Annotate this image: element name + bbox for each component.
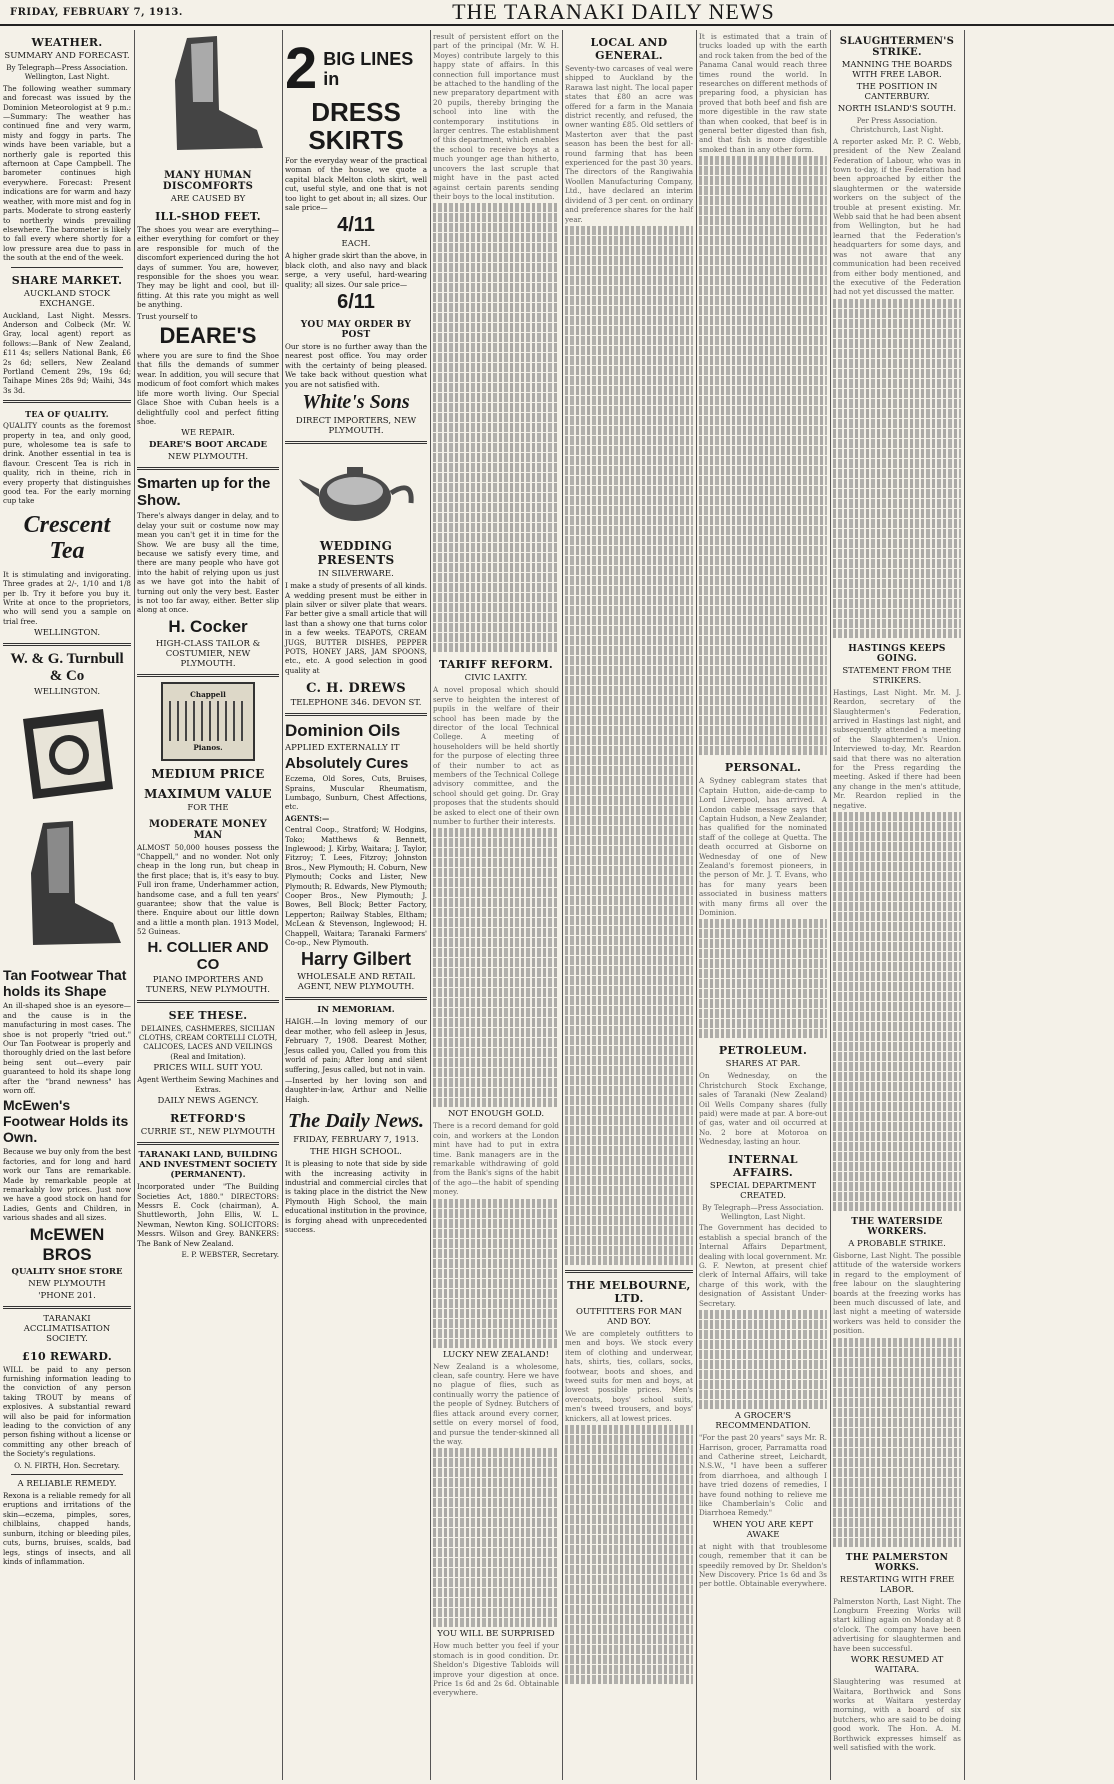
mcewen-footwear-text: Because we buy only from the best factories, and for long and hard work our Tans are remarkable. Made by remarkable people at remarkably low prices. Just now we have a good stock on hand for Ladies, Gents and Children, in various shades and all sizes.: [3, 1147, 131, 1223]
divider: [137, 1000, 279, 1003]
divider: [285, 713, 427, 716]
crescent-tea-city: WELLINGTON.: [33, 628, 101, 639]
divider: [11, 267, 123, 268]
cures-text: Eczema, Old Sores, Cuts, Bruises, Sprains, Muscular Rheumatism, Lumbago, Sunburn, Chest Affections, etc.: [285, 774, 427, 812]
wertheim-agent: Agent Wertheim Sewing Machines and Extras.: [137, 1075, 279, 1094]
internal-affairs-heading: INTERNAL AFFAIRS.: [728, 1152, 798, 1179]
text-block: [433, 1448, 559, 1627]
lucky-nz-text: New Zealand is a wholesome, clean, safe country. Here we have no plague of flies, such as continually worry the patience of the people of Sydney. Butchers of flies attack around every corner, settle on every morsel of food, and pursue the tender-skinned all the way.: [433, 1361, 559, 1446]
drews-sub: TELEPHONE 346. DEVON ST.: [290, 698, 422, 709]
high-school-text: It is pleasing to note that side by side with the increasing activity in industrial and commercial circles that is taking place in the district the New Plymouth High School, the main educational institution in the province, is forging ahead with unprecedented success.: [285, 1159, 427, 1234]
memoriam-text: HAIGH.—In loving memory of our dear mother, who fell asleep in Jesus, February 7, 1908. Dearest Mother, Jesus called you, Called you from this world of pain; After long and silent suffering, Jesus called, but not in vain.: [285, 1017, 427, 1074]
daily-news-date: FRIDAY, FEBRUARY 7, 1913.: [293, 1135, 419, 1146]
divider: [285, 441, 427, 444]
shares-at-par: SHARES AT PAR.: [725, 1059, 801, 1070]
waitara-heading: WORK RESUMED AT WAITARA.: [850, 1655, 944, 1676]
kept-awake-heading: WHEN YOU ARE KEPT AWAKE: [712, 1519, 814, 1540]
internal-text: The Government has decided to establish a special branch of the Internal Affairs Department, dealing with local government. Mr. G. F. Newton, at present chief clerk of Internal Affairs, will take charge of this work, with the designation of Assistant Under-Secretary.: [699, 1223, 827, 1308]
palmerston-text: Palmerston North, Last Night. The Longburn Freezing Works will start killing again on Monday at 8 o'clock. The company have been advertising for slaughtermen and have been successful.: [833, 1596, 961, 1653]
collier-name: H. COLLIER AND CO: [147, 938, 269, 973]
text-block: [833, 812, 961, 1211]
strike-sub-2: THE POSITION IN CANTERBURY.: [856, 82, 938, 102]
smarten-heading: Smarten up for the Show.: [137, 475, 271, 510]
column-4: [430, 30, 562, 1780]
internal-byline: By Telegraph—Press Association. Wellington, Last Night.: [702, 1202, 824, 1222]
discomforts-text: The shoes you wear are everything—either everything for comfort or they are responsible for much of the discomfort experienced during the hot days of summer. You are, however, responsible for the shoes you wear. They may be light and cool, but ill-fitting. At this rate you might as well be anything.: [137, 225, 279, 310]
text-block: [699, 919, 827, 1038]
strike-sub-3: NORTH ISLAND'S SOUTH.: [837, 104, 957, 114]
mcewen-bros-name: McEWEN BROS: [29, 1224, 105, 1264]
teapot-illustration: [285, 449, 425, 529]
memoriam-signature: —Inserted by her loving son and daughter-in-law, Arthur and Nellie Haigh.: [285, 1075, 427, 1104]
column-2: [134, 30, 282, 1780]
weather-heading: WEATHER.: [31, 36, 103, 49]
deares-name: DEARE'S: [159, 323, 257, 349]
surprised-text: How much better you feel if your stomach is in good condition. Dr. Sheldon's Digestive Tabloids will improve your digestion at once. Price 1s 6d and 2s 6d. Obtainable everywhere.: [433, 1641, 559, 1698]
piano-illustration: Chappell Pianos.: [161, 682, 255, 761]
dress-skirts-title: DRESS SKIRTS: [308, 97, 404, 155]
order-by-post-heading: YOU MAY ORDER BY POST: [300, 320, 412, 341]
quality-shoe-store: QUALITY SHOE STORE: [11, 1266, 123, 1277]
agents-list: Central Coop., Stratford; W. Hodgins, Toko; Matthews & Bennett, Inglewood; J. Kirby, Waitara; J. Taylor, Fitzroy; T. Lees, Fitzroy; Johnston Bros., New Plymouth; H. Coburn, New Plymouth; Cocks and Lister, New Plymouth; R. Edwards, New Plymouth; Cooper Bros., New Plymouth; J. Bowes, Bell Block; Better Factory, Lepperton; Railway Stables, Eltham; McLean & Stevenson, Inglewood; H. Chappell, Waitara; Taranaki Farmers' Co-op., New Plymouth.: [285, 825, 427, 948]
deares-text: where you are sure to find the Shoe that fills the demands of summer wear. In addition, you will secure that modicum of foot comfort which makes life more worth living. Our Special Glace Shoe with Cuban heels is a delightfully cool and perfect fitting shoe.: [137, 351, 279, 426]
tariff-reform-heading: TARIFF REFORM.: [438, 658, 554, 672]
local-general-text: Seventy-two carcases of veal were shipped to Auckland by the Rarawa last night. The local paper states that £80 an acre was offered for a farm in the Manaia district recently, and refused, the owner wanting £85. Old settlers of Masterton aver that the past season has been the best for all-round farming that has been experienced for the past 30 years. The directors of the Rangiwahia Woollen Manufacturing Company, Ltd., have declared an interim dividend of 3 per cent. on ordinary and preference shares for the half year.: [565, 64, 693, 224]
dress-skirts-headline: [285, 36, 427, 101]
waitara-text: Slaughtering was resumed at Waitara, Borthwick and Sons works at Waitara yesterday morning, with a board of six butchers, who are said to be doing good work. The Hon. A. M. Borthwick expresses himself as well satisfied with the work.: [833, 1677, 961, 1752]
text-block: [565, 1425, 693, 1684]
weather-byline: By Telegraph—Press Association. Wellington, Last Night.: [6, 63, 128, 82]
remedy-heading: A RELIABLE REMEDY.: [17, 1479, 117, 1490]
column-1: [0, 30, 134, 1780]
silverware-sub: IN SILVERWARE.: [318, 569, 394, 580]
trust-text: Trust yourself to: [137, 311, 198, 321]
melbourne-sub: OUTFITTERS FOR MAN AND BOY.: [576, 1306, 682, 1327]
newspaper-title: THE TARANAKI DAILY NEWS: [452, 0, 775, 24]
divider: [3, 1306, 131, 1309]
weather-subheading: SUMMARY AND FORECAST.: [4, 51, 130, 61]
palmerston-heading: THE PALMERSTON WORKS.: [845, 1552, 949, 1573]
column-6: [696, 30, 830, 1780]
building-society-heading: TARANAKI LAND, BUILDING AND INVESTMENT SOCIETY (PERMANENT).: [138, 1150, 278, 1181]
grocer-heading: A GROCER'S RECOMMENDATION.: [715, 1411, 811, 1432]
text-block: [433, 828, 559, 1107]
text-block: [699, 1310, 827, 1409]
reward-text: WILL be paid to any person furnishing information leading to the conviction of any person taking TROUT by means of explosives. A substantial reward will also be paid for information leading to the conviction of any person fishing without a license or committing any other breach of the Society's regulations.: [3, 1364, 131, 1459]
divider: [137, 467, 279, 470]
restarting-sub: RESTARTING WITH FREE LABOR.: [839, 1574, 955, 1595]
agents-label: AGENTS:—: [285, 813, 330, 823]
hastings-text: Hastings, Last Night. Mr. M. J. Reardon, secretary of the Slaughtermen's Federation, arrived in Hastings last night, and subsequently attended a meeting of the Slaughtermen's Union. Interviewed to-day, Mr. Reardon said that there was no alteration for the Press regarding the meeting. Asked if there had been any change in the men's attitude, Mr. Reardon replied in the negative.: [833, 687, 961, 810]
reward-heading: £10 REWARD.: [22, 1349, 112, 1363]
daily-news-agency: DAILY NEWS AGENCY.: [157, 1096, 259, 1107]
whites-sub: DIRECT IMPORTERS, NEW PLYMOUTH.: [295, 416, 417, 437]
text-block: [433, 1199, 559, 1348]
not-enough-gold-heading: NOT ENOUGH GOLD.: [447, 1109, 545, 1120]
deares-arcade: DEARE'S BOOT ARCADE: [149, 440, 267, 451]
strike-sub-1: MANNING THE BOARDS WITH FREE LABOR.: [841, 60, 953, 80]
maximum-value: MAXIMUM VALUE: [144, 786, 272, 801]
civic-laxity-text: A novel proposal which should serve to heighten the interest of pupils in the welfare of their school has been made by the director of the local Technical College. A meeting of householders will be held shortly for the purpose of electing three of their number to act as members of the Technical College advisory committee, and the school should get going. Dr. Gray proposes that the students should be asked to elect one of their own number to further their interests.: [433, 685, 559, 826]
personal-text: A Sydney cablegram states that Captain Hutton, aide-de-camp to Lord Liverpool, has arrived. A London cable message says that Captain Hudson, a New Zealander, has qualified for the nominated staff of the college at Quetta. The death occurred at Gisborne on Wednesday of one of New Zealand's foremost pioneers, in the person of Mr. J. T. Evans, who has for many years been associated in business matters with many firms all over the Dominion.: [699, 776, 827, 917]
divider: [3, 643, 131, 646]
moderate-money: MODERATE MONEY MAN: [148, 818, 268, 841]
remedy-text: Rexona is a reliable remedy for all eruptions and irritations of the skin—eczema, pimples, sores, chilblains, chapped hands, sunburn, itching or bleeding piles, cuts, burns, bruises, scalds, bad legs, stings of insects, and all kinds of inflammation.: [3, 1491, 131, 1566]
probable-strike-sub: A PROBABLE STRIKE.: [848, 1239, 946, 1249]
divider: [11, 1474, 123, 1475]
tea-heading: TEA OF QUALITY.: [25, 409, 109, 420]
retford-name: RETFORD'S: [170, 1112, 246, 1126]
crescent-tea-logo: Crescent Tea: [23, 511, 111, 564]
firth-signature: O. N. FIRTH, Hon. Secretary.: [14, 1460, 120, 1470]
text-block: [565, 226, 693, 1265]
mcewen-city: NEW PLYMOUTH: [28, 1278, 106, 1289]
divider: [137, 1142, 279, 1145]
in-memoriam-heading: IN MEMORIAM.: [317, 1005, 395, 1016]
special-department-sub: SPECIAL DEPARTMENT CREATED.: [709, 1180, 817, 1201]
page-margin: [964, 30, 1114, 1780]
text-block: [433, 203, 559, 652]
melbourne-heading: THE MELBOURNE, LTD.: [567, 1278, 691, 1305]
tea-packet-illustration: [3, 699, 131, 809]
wedding-presents-heading: WEDDING PRESENTS: [317, 539, 395, 568]
acclimatisation-heading: TARANAKI ACCLIMATISATION SOCIETY.: [23, 1313, 111, 1344]
each-label: EACH.: [341, 239, 371, 250]
cocker-name: H. Cocker: [168, 616, 248, 636]
panama-text: It is estimated that a train of trucks loaded up with the earth and rock taken from the bed of the Panama Canal would reach three times round the world. In researches on different methods of preparing food, a physician has proved that both beef and fish are more digestible in the raw state than when cooked, that beef is in general better digested than fish, and that fish is more digestible smoked than in any other form.: [699, 32, 827, 154]
petroleum-text: On Wednesday, on the Christchurch Stock Exchange, sales of Taranaki (New Zealand) Oil Wells Company shares (fully paid) were made at par. A bore-out of gas, water and oil occurred at No. 2 bore at Motoroa on Wednesday, lasting an hour.: [699, 1071, 827, 1147]
text-block: [833, 299, 961, 638]
grocer-text: "For the past 20 years" says Mr. R. Harrison, grocer, Parramatta road and Catherine street, Leichardt, N.S.W., "I have been a sufferer from diarrhoea, and although I have tried dozens of remedies, I have found nothing to relieve me like Chamberlain's Colic and Diarrhoea Remedy.": [699, 1433, 827, 1518]
share-market-subheading: AUCKLAND STOCK EXCHANGE.: [23, 288, 111, 309]
skirt-price-1: 4/11: [337, 214, 375, 237]
smarten-text: There's always danger in delay, and to delay your suit or costume now may mean you can't get it in time for the Show. We are busy all the time, because we satisfy every time, and there are many people who have got into the habit of relying upon us just as we have got into the habit of turning out only the very best. Easter is not too far away, either. Better slip along at once.: [137, 511, 279, 615]
share-market-heading: SHARE MARKET.: [11, 273, 123, 287]
for-the: FOR THE: [187, 802, 229, 813]
skirt-price-2: 6/11: [337, 291, 375, 314]
crescent-tea-text: It is stimulating and invigorating. Three grades at 2/-, 1/10 and 1/8 per lb. Try it before you buy it. Write at once to the proprietors, who will send you a sample on trial free.: [3, 569, 131, 626]
shoe-illustration: [137, 30, 279, 160]
divider: [3, 400, 131, 403]
building-society-text: Incorporated under "The Building Societies Act, 1880." DIRECTORS: Messrs E. Cock (chairman), A. Shuttleworth, John Ellis, W. L. Newman, Newton King. SOLICITORS: Messrs. Wilson and Grey. BANKERS: The Bank of New Zealand.: [137, 1182, 279, 1248]
column-5: [562, 30, 696, 1780]
waterside-heading: THE WATERSIDE WORKERS.: [851, 1217, 943, 1237]
see-list: DELAINES, CASHMERES, SICILIAN CLOTHS, CREAM CORTELLI CLOTH, CALICOES, LACES AND VEILINGS (Real and Imitation).: [138, 1023, 278, 1061]
gilbert-sub: WHOLESALE AND RETAIL AGENT, NEW PLYMOUTH.: [297, 972, 415, 993]
collier-sub: PIANO IMPORTERS AND TUNERS, NEW PLYMOUTH.: [146, 974, 270, 995]
surprised-heading: YOU WILL BE SURPRISED: [437, 1629, 555, 1640]
text-block: [699, 156, 827, 755]
local-general-heading: LOCAL AND GENERAL.: [590, 36, 668, 62]
turnbull-city: WELLINGTON.: [33, 687, 101, 698]
strike-byline: Per Press Association. Christchurch, Last Night.: [850, 116, 944, 135]
turnbull-advert-title: W. & G. Turnbull & Co: [10, 651, 124, 685]
dress-skirts-text: For the everyday wear of the practical woman of the house, we quote a capital black Melton cloth skirt, well cut, useful style, and one that is not too light to get about in; all sizes. Our sale price—: [285, 156, 427, 213]
dominion-oils-title: Dominion Oils: [285, 721, 401, 741]
boot-illustration: [3, 813, 131, 963]
webster-signature: E. P. WEBSTER, Secretary.: [181, 1249, 279, 1259]
gilbert-name: Harry Gilbert: [300, 949, 412, 970]
big-number: 2: [285, 36, 318, 101]
cocker-sub: HIGH-CLASS TAILOR & COSTUMIER, NEW PLYMOUTH.: [155, 638, 261, 669]
prices-suit: PRICES WILL SUIT YOU.: [153, 1063, 263, 1074]
kept-awake-text: at night with that troublesome cough, remember that it can be speedily removed by Dr. Sheldon's New Discovery. Price 1s 6d and 3s per bottle. Obtainable everywhere.: [699, 1541, 827, 1589]
mcewen-phone: 'PHONE 201.: [38, 1290, 96, 1301]
deares-city: NEW PLYMOUTH.: [167, 452, 249, 463]
high-school-heading: THE HIGH SCHOOL.: [310, 1147, 402, 1158]
tan-footwear-heading: Tan Footwear That holds its Shape: [3, 967, 127, 1000]
masthead: [0, 0, 1114, 26]
see-these: SEE THESE.: [168, 1008, 248, 1022]
share-market-article: Auckland, Last Night. Messrs. Anderson and Colbeck (Mr. W. Gray, local agent) report as follows:—Bank of New Zealand, £11 4s; sellers National Bank, £6 2s 6d; sellers, New Zealand Portland Cement 29s, 19s 6d; Taihape Mines 28s 9d; Waihi, 34s 3s 3d.: [3, 310, 131, 395]
hastings-heading: HASTINGS KEEPS GOING.: [848, 643, 946, 664]
column-3: [282, 30, 430, 1780]
medium-price: MEDIUM PRICE: [151, 766, 265, 781]
tea-advert-text: QUALITY counts as the foremost property in tea, and only good, pure, wholesome tea is safe to drink. Another essential in tea is flavour. Crescent Tea is rich in quality, rich in theine, rich in every property that distinguishes good tea. For the early morning cup take: [3, 421, 131, 506]
hastings-sub: STATEMENT FROM THE STRIKERS.: [842, 665, 952, 686]
dress-skirts-text-2: A higher grade skirt than the above, in black cloth, and also navy and black serge, a very useful, hard-wearing quality; all sizes. Our sale price—: [285, 251, 427, 289]
big-lines-text: BIG LINES in: [323, 49, 414, 89]
school-continued-text: result of persistent effort on the part of the principal (Mr. W. H. Moyes) contribute largely to this happy state of affairs. In this connection full importance must be attached to the handling of the new preparatory department with 20 pupils, thereby bringing the school into line with the contemporary institutions in larger centres. The establishment of this department, which enables the school to receive boys at a much younger age than hitherto, uncovers the last scruple that might have in the past acted against certain parents sending their boys to the local institution.: [433, 32, 559, 201]
retford-address: CURRIE ST., NEW PLYMOUTH: [140, 1127, 276, 1138]
wedding-text: I make a study of presents of all kinds. A wedding present must be either in plain silver or silver plate that wears. Far better give a small article that will last than a showy one that turns color in a few weeks. TEAPOTS, CREAM JUGS, BUTTER DISHES, PEPPER POTS, HONEY JARS, JAM SPOONS, etc., etc. A good selection in good quality at: [285, 581, 427, 675]
strike-heading: SLAUGHTERMEN'S STRIKE.: [839, 36, 955, 58]
civic-laxity-heading: CIVIC LAXITY.: [464, 673, 528, 684]
divider: [285, 997, 427, 1000]
we-repair: WE REPAIR.: [181, 428, 235, 439]
collier-text: ALMOST 50,000 houses possess the "Chappell," and no wonder. Not only cheap in the long run, but cheap in the first place; that is, it's easy to buy. Full iron frame, Underhammer action, handsome case, and a full ten years' guarantee; show that the value is there. Enquire about our little down and a little a month plan. 1913 Model, 52 Guineas.: [137, 842, 279, 937]
order-by-post-text: Our store is no further away than the nearest post office. You may order with the certainty of being pleased. We take back without question what you are not satisfied with.: [285, 342, 427, 389]
lucky-nz-heading: LUCKY NEW ZEALAND!: [442, 1349, 550, 1360]
issue-date: FRIDAY, FEBRUARY 7, 1913.: [10, 6, 183, 18]
gold-text: There is a record demand for gold coin, and workers at the London mint have had to put in extra time. Bank managers are in the remarkable withdrawing of gold from the Bank's signs of the habit of the ago—the habit of spending money.: [433, 1121, 559, 1197]
strike-text: A reporter asked Mr. P. C. Webb, president of the New Zealand Federation of Labour, who was in town to-day, if the Federation had been approached by either the slaughtermen or the waterside workers on the subject of the trouble at present existing. Mr. Webb said that he had been absent from Wellington, but he had learned that the Federation's headquarters for some days, and was not aware that any communication had been received from either body mentioned, and the executive of the Federation had not yet discussed the matter.: [833, 136, 962, 297]
personal-heading: PERSONAL.: [724, 761, 802, 775]
discomforts-sub: ARE CAUSED BY: [170, 194, 246, 204]
petroleum-heading: PETROLEUM.: [718, 1044, 808, 1058]
divider: [137, 674, 279, 677]
mcewen-footwear-heading: McEwen's Footwear Holds its Own.: [3, 1097, 129, 1146]
whites-logo: White's Sons: [302, 391, 410, 414]
melbourne-text: We are completely outfitters to men and boys. We stock every item of clothing and underwear, hats, shirts, ties, collars, socks, footwear, boots and shoes, and tweed suits for men and boys, at lowest possible prices. Men's overcoats, boys' school suits, men's tweed trousers, and boys' knickers, all at lowest prices.: [565, 1328, 693, 1423]
column-7: [830, 30, 964, 1780]
tan-footwear-text: An ill-shaped shoe is an eyesore—and the cause is in the manufacturing in most cases. The shoe is not properly "tried out." Our Tan Footwear is properly and thoroughly dried on the last before being sent out—every pair guaranteed to hold its shape long after the "brand newness" has worn off.: [3, 1001, 131, 1095]
divider: [565, 1270, 693, 1273]
absolutely-cures: Absolutely Cures: [285, 755, 409, 773]
applied-externally: APPLIED EXTERNALLY IT: [285, 743, 400, 754]
ill-shod-heading: ILL-SHOD FEET.: [155, 210, 261, 223]
drews-name: C. H. DREWS: [306, 681, 406, 697]
waterside-text: Gisborne, Last Night. The possible attitude of the waterside workers in regard to the employment of free labour on the slaughtering boards at the freezing works has been much discussed of late, and last night a meeting of waterside workers was held to consider the position.: [833, 1251, 961, 1336]
daily-news-title: The Daily News.: [287, 1110, 425, 1133]
discomforts-heading: MANY HUMAN DISCOMFORTS: [162, 170, 254, 192]
weather-article: The following weather summary and forecast was issued by the Dominion Meteorologist at 9 p.m.:—Summary: The weather has continued fine and very warm, misty and foggy in parts. The winds have been variable, but a northerly gale is reported this afternoon at Cape Campbell. The barometer continues high everywhere. Forecast: Present indications are for warm and hazy weather, with more mist and fog in parts. Moderate to strong easterly to northerly winds prevailing elsewhere. The barometer is likely to fall every where shortly for a low pressure area due to pass in the south at the end of the week.: [3, 83, 131, 263]
text-block: [833, 1338, 961, 1547]
